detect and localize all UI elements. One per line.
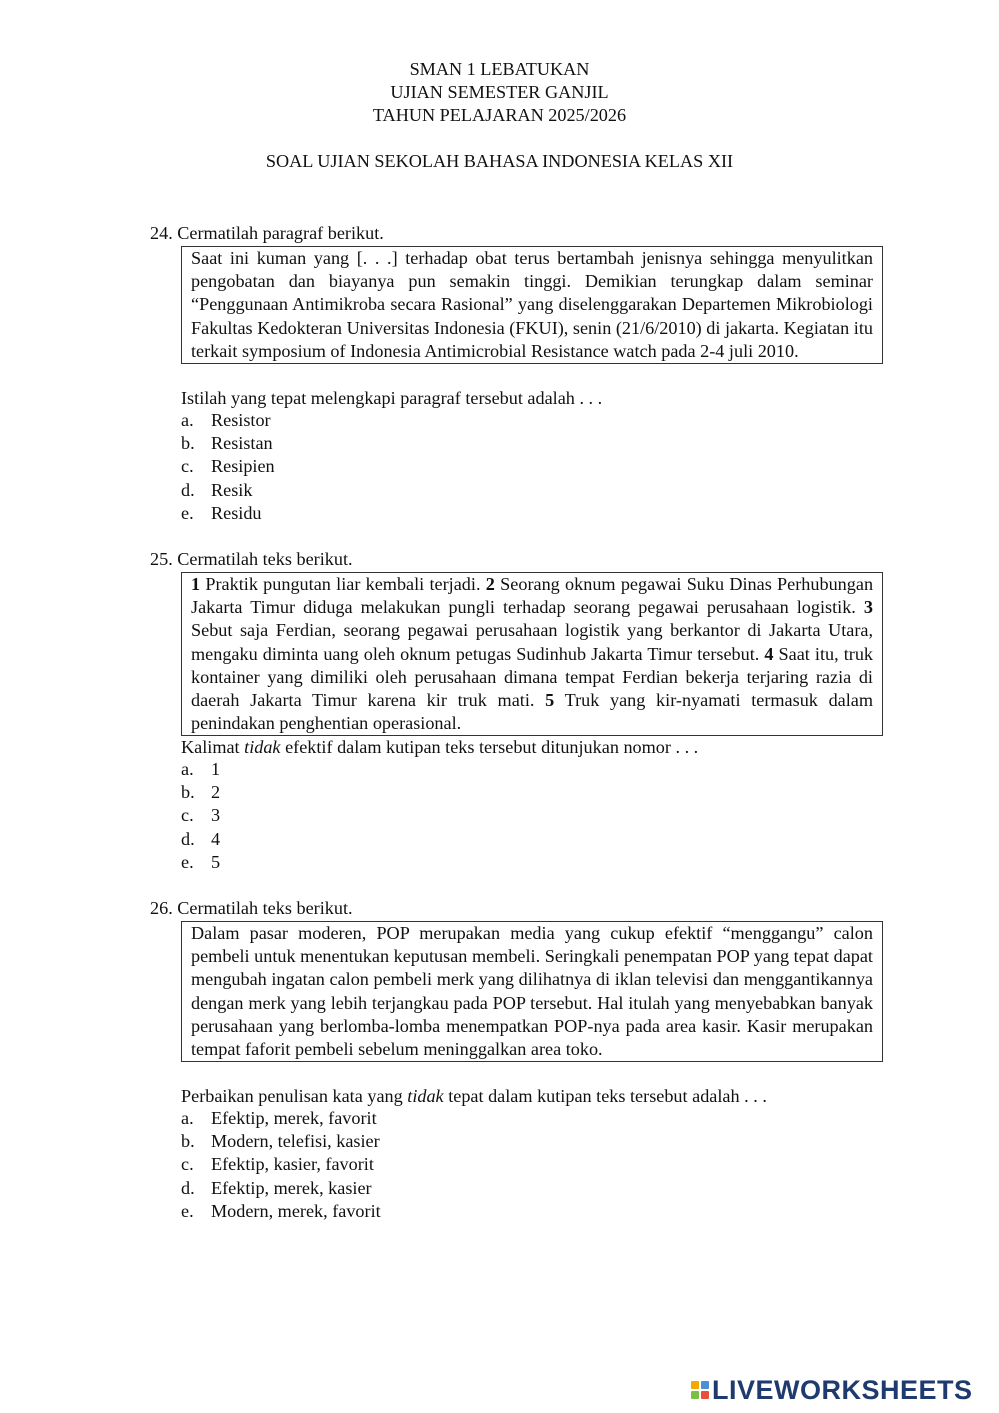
sentence-text: Seorang oknum pegawai Suku Dinas Perhubungan Jakarta Timur diduga melakukan pungli terhadap seorang pegawai perusahaan logistik.: [191, 574, 874, 618]
answer-option[interactable]: [181, 758, 220, 781]
sentence-number: 4: [764, 643, 774, 664]
question-24-options: [181, 409, 275, 525]
option-text: Residu: [211, 502, 262, 523]
option-text: 2: [211, 782, 221, 803]
answer-option[interactable]: [181, 1153, 381, 1176]
academic-year: TAHUN PELAJARAN 2025/2026: [372, 105, 627, 125]
sentence-number: 5: [545, 690, 555, 711]
logo-mark-square: [691, 1391, 699, 1399]
sentence-number: 2: [485, 574, 495, 594]
answer-option[interactable]: [181, 409, 275, 432]
option-text: Resipien: [211, 456, 275, 477]
question-24-heading: [150, 222, 384, 245]
option-letter: b.: [181, 1131, 195, 1152]
logo-mark-square: [691, 1381, 699, 1389]
answer-option[interactable]: [181, 781, 220, 804]
option-text: Resistan: [211, 433, 273, 454]
option-text: 5: [211, 851, 221, 872]
sentence-number: 3: [863, 597, 873, 618]
question-24-passage: Saat ini kuman yang [. . .] terhadap obat terus bertambah jenisnya sehingga menyulitkan pengobatan dan biayanya pun semakin tinggi. Demikian terungkap dalam seminar “Penggunaan Antimikroba secara Rasional” yang diselenggarakan Departemen Mikrobiologi Fakultas Kedokteran Universitas Indonesia (FKUI), senin (21/6/2010) di jakarta. Kegiatan itu terkait symposium of Indonesia Antimicrobial Resistance watch pada 2-4 juli 2010.: [181, 246, 883, 364]
question-number: 26.: [150, 898, 173, 918]
answer-option[interactable]: [181, 851, 220, 874]
question-number: 25.: [150, 549, 173, 569]
answer-option[interactable]: [181, 1200, 381, 1223]
answer-option[interactable]: [181, 1177, 381, 1200]
option-letter: e.: [181, 851, 194, 872]
option-text: Modern, merek, favorit: [211, 1200, 381, 1221]
option-letter: a.: [181, 759, 194, 779]
school-name: SMAN 1 LEBATUKAN: [409, 59, 590, 79]
option-letter: e.: [181, 502, 194, 523]
question-26-passage: Dalam pasar moderen, POP merupakan media yang cukup efektif “menggangu” calon pembeli untuk menentukan keputusan membeli. Seringkali penempatan POP yang tepat dapat mengubah ingatan calon pembeli merk yang dilihatnya di iklan televisi dan menggantikannya dengan merk yang lebih terjangkau pada POP tersebut. Hal itulah yang menyebabkan banyak perusahaan yang berlomba-lomba menempatkan POP-nya pada area kasir. Kasir merupakan tempat faforit pembeli sebelum meninggalkan area toko.: [181, 921, 883, 1062]
answer-option[interactable]: [181, 828, 220, 851]
question-25-heading: [150, 548, 353, 571]
sentence-text: Sebut saja Ferdian, seorang pegawai perusahaan logistik yang berkantor di Jakarta Utara, mengaku diminta uang oleh oknum petugas Sudinhub Jakarta Timur tersebut.: [191, 620, 873, 664]
prompt-text: efektif dalam kutipan teks tersebut ditunjukan nomor . . .: [280, 737, 699, 757]
option-letter: c.: [181, 805, 194, 826]
logo-mark-square: [701, 1381, 709, 1389]
option-text: Resik: [211, 479, 253, 500]
option-letter: c.: [181, 1154, 194, 1175]
answer-option[interactable]: [181, 1130, 381, 1153]
question-26-heading: [150, 897, 353, 920]
option-text: 1: [211, 759, 221, 779]
subject-title: SOAL UJIAN SEKOLAH BAHASA INDONESIA KELAS XII: [265, 151, 734, 171]
answer-option[interactable]: [181, 479, 275, 502]
option-letter: a.: [181, 1108, 194, 1128]
option-letter: a.: [181, 410, 194, 430]
prompt-emphasis: tidak: [244, 737, 281, 757]
question-24-prompt: Istilah yang tepat melengkapi paragraf tersebut adalah . . .: [181, 388, 603, 408]
option-letter: e.: [181, 1200, 194, 1221]
question-26-prompt: [181, 1085, 767, 1108]
answer-option[interactable]: [181, 432, 275, 455]
logo-text: LIVEWORKSHEETS: [712, 1374, 973, 1405]
question-instruction: Cermatilah teks berikut.: [177, 549, 353, 569]
sentence-number: 1: [191, 574, 201, 594]
option-letter: d.: [181, 828, 195, 849]
prompt-text: Kalimat: [181, 737, 245, 757]
question-instruction: Cermatilah teks berikut.: [177, 898, 353, 918]
prompt-emphasis: tidak: [407, 1086, 444, 1106]
prompt-text: tepat dalam kutipan teks tersebut adalah . . .: [443, 1086, 767, 1106]
exam-title: UJIAN SEMESTER GANJIL: [390, 82, 609, 102]
answer-option[interactable]: [181, 455, 275, 478]
option-text: Modern, telefisi, kasier: [211, 1131, 380, 1152]
document-header: [0, 58, 999, 173]
answer-option[interactable]: [181, 502, 275, 525]
answer-option[interactable]: [181, 804, 220, 827]
option-text: 3: [211, 805, 221, 826]
option-letter: d.: [181, 479, 195, 500]
question-25-prompt: [181, 736, 698, 759]
option-letter: b.: [181, 782, 195, 803]
answer-option[interactable]: [181, 1107, 381, 1130]
option-letter: d.: [181, 1177, 195, 1198]
option-text: 4: [211, 828, 221, 849]
question-instruction: Cermatilah paragraf berikut.: [177, 223, 384, 243]
option-text: Efektip, kasier, favorit: [211, 1154, 374, 1175]
logo-mark-square: [701, 1391, 709, 1399]
question-26-options: [181, 1107, 381, 1223]
sentence-text: Saat itu, truk kontainer yang dimiliki oleh perusahaan dimana tempat Ferdian bekerja terjaring razia di daerah Jakarta Timur karena kir truk mati.: [191, 643, 874, 711]
liveworksheets-mark-icon: [691, 1381, 709, 1399]
option-letter: b.: [181, 433, 195, 454]
sentence-text: Praktik pungutan liar kembali terjadi.: [205, 574, 481, 594]
option-text: Efektip, merek, kasier: [211, 1177, 372, 1198]
option-text: Resistor: [211, 410, 271, 430]
option-letter: c.: [181, 456, 194, 477]
liveworksheets-logo: [691, 1375, 973, 1405]
question-25-options: [181, 758, 220, 874]
option-text: Efektip, merek, favorit: [211, 1108, 377, 1128]
sentence-text: Truk yang kir-nyamati termasuk dalam penindakan penghentian operasional.: [191, 690, 874, 734]
question-25-passage: [181, 572, 883, 736]
question-number: 24.: [150, 223, 173, 243]
prompt-text: Perbaikan penulisan kata yang: [181, 1086, 408, 1106]
